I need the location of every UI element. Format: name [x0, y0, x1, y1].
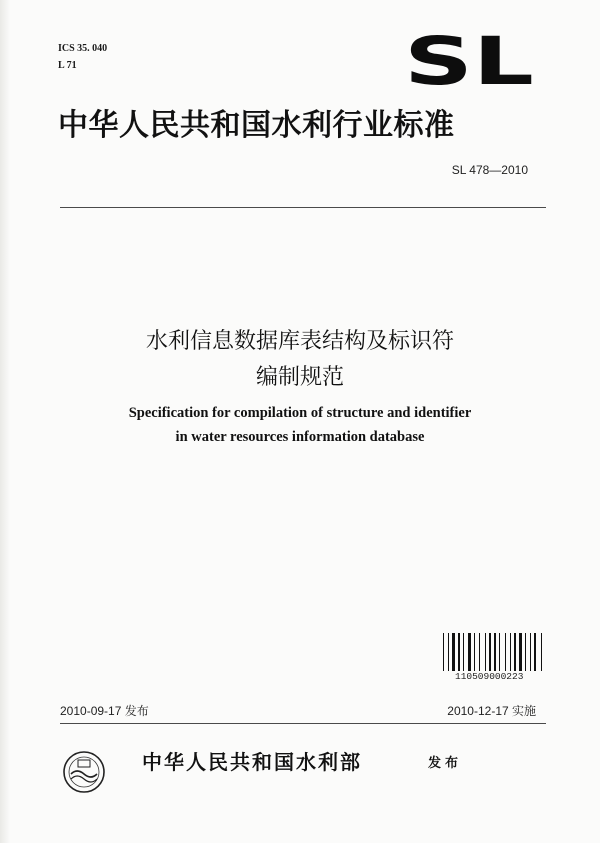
publish-label: 发布 [428, 756, 463, 771]
barcode-number: 110509000223 [455, 671, 524, 682]
bottom-divider [60, 723, 546, 724]
ministry-seal-icon [62, 750, 106, 794]
barcode [442, 633, 549, 671]
standard-number: SL 478—2010 [451, 163, 528, 177]
chinese-title-line-1: 水利信息数据库表结构及标识符 [145, 329, 454, 354]
sl-logo: SL [404, 23, 534, 100]
classification-code: L 71 [58, 60, 77, 71]
ics-code: ICS 35. 040 [58, 43, 108, 54]
category-title: 中华人民共和国水利行业标准 [58, 108, 455, 143]
publisher-name: 中华人民共和国水利部 [142, 750, 362, 774]
chinese-title-line-2: 编制规范 [255, 365, 344, 390]
implementation-date: 2010-12-17 实施 [447, 704, 536, 718]
english-title-line-1: Specification for compilation of structure and identifier [128, 405, 472, 421]
top-divider [60, 207, 546, 208]
classification-codes [58, 40, 107, 74]
english-title-line-2: in water resources information database [175, 429, 425, 445]
issue-date: 2010-09-17 发布 [60, 704, 149, 718]
